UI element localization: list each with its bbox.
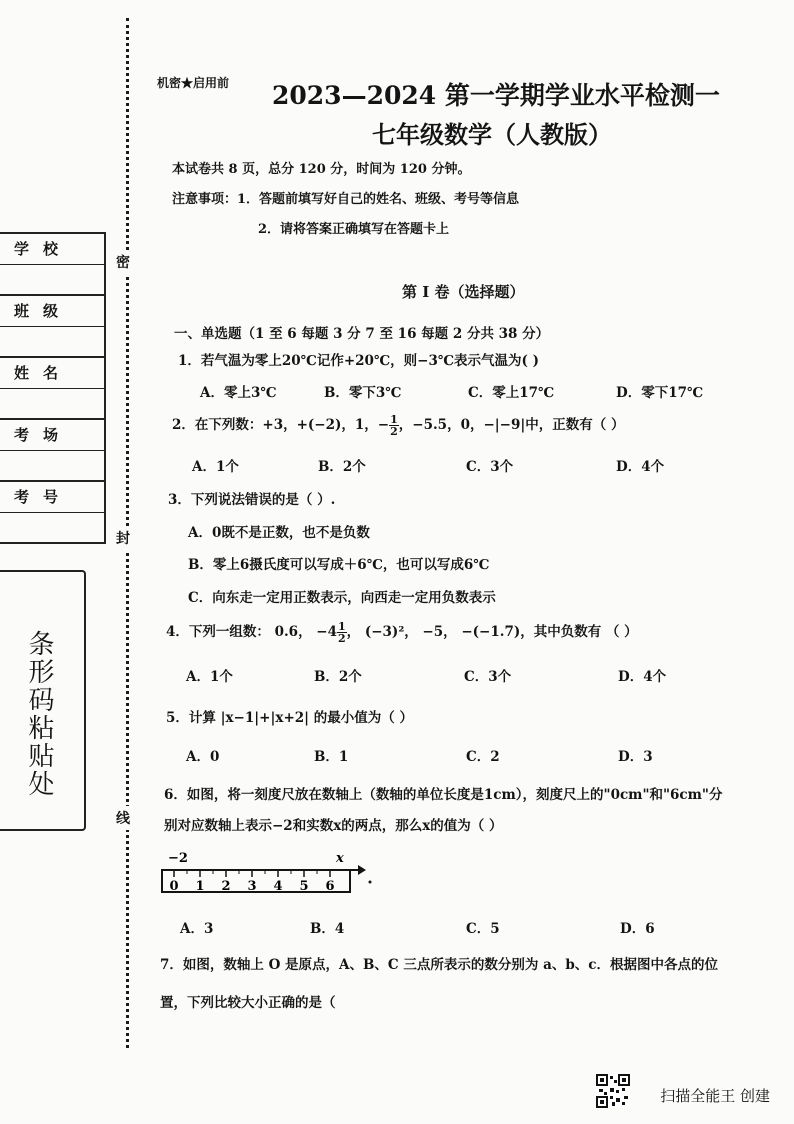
- q3-stem: 3．下列说法错误的是（ ）.: [168, 492, 336, 508]
- qr-code-icon: [596, 1074, 630, 1108]
- section-title: 第 I 卷（选择题）: [402, 283, 525, 301]
- q4-option-c: C．3个: [464, 669, 512, 685]
- q5-option-c: C．2: [466, 749, 500, 765]
- q3-option-c: C．向东走一定用正数表示，向西走一定用负数表示: [188, 590, 496, 606]
- ruler-tick-label: 3: [247, 879, 257, 894]
- q7-stem-2: 置，下列比较大小正确的是（: [160, 995, 336, 1011]
- seal-char-feng: 封: [116, 526, 130, 550]
- q6-axis-left-label: −2: [168, 851, 188, 866]
- q4-option-b: B．2个: [314, 669, 362, 685]
- q3-option-b: B．零上6摄氏度可以写成＋6℃，也可以写成6℃: [188, 557, 490, 573]
- notice-line-1: [172, 188, 519, 207]
- q6-option-b: B．4: [310, 921, 345, 937]
- part-heading: 一、单选题（1 至 6 每题 3 分 7 至 16 每题 2 分共 38 分）: [174, 326, 550, 342]
- q6-ruler-ticks: [169, 870, 334, 894]
- field-exam-number: 考号: [0, 482, 104, 542]
- ruler-tick-label: 2: [221, 879, 231, 894]
- q2-option-d: D．4个: [616, 459, 665, 475]
- q7-stem-1: 7．如图，数轴上 O 是原点，A、B、C 三点所表示的数分别为 a、b、c．根据图中各点的位: [160, 957, 718, 973]
- q1-option-b: B．零下3℃: [324, 385, 402, 401]
- q6-option-c: C．5: [466, 921, 500, 937]
- q2-option-b: B．2个: [318, 459, 366, 475]
- q1-option-d: D．零下17℃: [616, 385, 704, 401]
- q6-axis-right-label: x: [336, 851, 344, 866]
- exam-info: 本试卷共 8 页，总分 120 分，时间为 120 分钟。: [172, 162, 471, 177]
- q5-option-a: A．0: [186, 749, 220, 765]
- barcode-label: 条形码粘贴处: [24, 630, 54, 798]
- q5-option-d: D．3: [618, 749, 653, 765]
- q2-option-a: A．1个: [192, 459, 239, 475]
- student-info-table: [0, 232, 106, 544]
- q4-stem: 4．下列一组数： 0.6， −4 $\frac{1}{2}$ ， (−3)²， −5， −(−1.7)，其中负数有 （ ）: [166, 620, 638, 645]
- q4-fraction: $\frac{1}{2}$: [337, 620, 346, 645]
- exam-title: 2023—2024 第一学期学业水平检测一: [272, 81, 720, 110]
- ruler-tick-label: 1: [195, 879, 205, 894]
- field-exam-room: 考场: [0, 420, 104, 482]
- q1-option-c: C．零上17℃: [468, 385, 555, 401]
- seal-char-mi: 密: [116, 250, 130, 274]
- q6-stem-2: 别对应数轴上表示−2和实数x的两点，那么x的值为（ ）: [164, 818, 503, 834]
- q5-stem: 5．计算 |x−1|+|x+2| 的最小值为（ ）: [166, 710, 413, 726]
- notice-1: 1．答题前填写好自己的姓名、班级、考号等信息: [237, 192, 520, 207]
- q2-option-c: C．3个: [466, 459, 514, 475]
- ruler-tick-label: 0: [169, 879, 179, 894]
- field-school: 学校: [0, 234, 104, 296]
- q1-stem: 1．若气温为零上20℃记作+20℃，则−3℃表示气温为( ): [178, 353, 539, 369]
- q6-axis-arrow-icon: [358, 865, 366, 875]
- q6-option-d: D．6: [620, 921, 655, 937]
- q5-option-b: B．1: [314, 749, 349, 765]
- ruler-tick-label: 4: [273, 879, 283, 894]
- notice-2: 2．请将答案正确填写在答题卡上: [258, 222, 450, 237]
- q1-option-a: A．零上3℃: [200, 385, 277, 401]
- footer-watermark: 扫描全能王 创建: [660, 1087, 770, 1105]
- field-class: 班级: [0, 296, 104, 358]
- ruler-tick-label: 6: [325, 879, 335, 894]
- q6-stem-1: 6．如图，将一刻度尺放在数轴上（数轴的单位长度是1cm），刻度尺上的"0cm"和"6cm"分: [164, 787, 723, 803]
- q3-option-a: A．0既不是正数，也不是负数: [188, 525, 370, 541]
- exam-subtitle: 七年级数学（人教版）: [372, 120, 612, 149]
- q6-period-mark: [369, 881, 372, 884]
- q6-option-a: A．3: [180, 921, 214, 937]
- field-name: 姓名: [0, 358, 104, 420]
- seal-char-xian: 线: [116, 806, 130, 830]
- ruler-tick-label: 5: [299, 879, 309, 894]
- notice-label: 注意事项：: [172, 192, 238, 207]
- q2-stem: 2．在下列数：+3，+(−2)，1，− $\frac{1}{2}$ ，−5.5，0，−|−9|中，正数有（ ）: [172, 413, 625, 438]
- q4-option-a: A．1个: [186, 669, 233, 685]
- secret-mark: 机密★启用前: [157, 76, 230, 90]
- q4-option-d: D．4个: [618, 669, 667, 685]
- q2-fraction: $\frac{1}{2}$: [390, 413, 398, 438]
- q6-ruler-figure: [160, 846, 380, 898]
